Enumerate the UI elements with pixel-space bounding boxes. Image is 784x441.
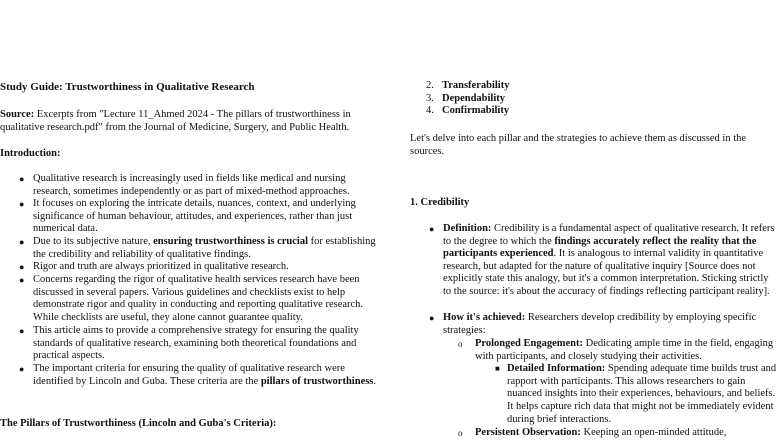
bullet-icon: ●: [19, 262, 25, 272]
list-item: ● This article aims to provide a comprehensive strategy for ensuring the quality standards of qualitative research, examining both theoretical foundations and practical aspects.: [19, 325, 359, 362]
square-bullet-icon: ■: [495, 364, 500, 374]
list-item: o Prolonged Engagement: Dedicating ample time in the field, engaging with participants, and closely studying their activities.: [458, 338, 774, 362]
bullet-icon: ●: [19, 237, 25, 247]
bullet-icon: ●: [19, 174, 25, 184]
introduction-list: [19, 173, 381, 388]
list-item: ● The important criteria for ensuring the quality of qualitative research were identified by Lincoln and Guba. These criteria are the pillars of trustworthiness.: [19, 363, 377, 387]
source-paragraph: [0, 109, 384, 134]
credibility-list: [429, 223, 777, 440]
strategies-list: [443, 338, 777, 440]
list-item: ● Qualitative research is increasingly used in fields like medical and nursing research, sometimes independently or as part of mixed-method approaches.: [19, 173, 350, 197]
bullet-icon: ●: [19, 275, 25, 285]
list-item: 2. Transferability: [426, 80, 510, 91]
list-item: ■ Detailed Information: Spending adequate time builds trust and rapport with participants. This allows researchers to gain nuanced insights into their experiences, behaviours, and beliefs. It helps capture rich data that might not be immediately evident during brief interactions.: [495, 363, 777, 425]
list-item: [475, 363, 777, 427]
introduction-heading: Introduction:: [0, 148, 61, 159]
list-item: ● Definition: Credibility is a fundamental aspect of qualitative research. It refers to the degree to which the findings accurately reflect the reality that the participants experienced. It is analogous to internal validity in quantitative research, but adapted for the nature of qualitative inquiry [Source does not explicitly state this analogy, but it's a common interpretation. Sticking strictly to the source: it's about the accuracy of findings reflecting participant reality].: [429, 223, 775, 297]
list-item: ● Rigor and truth are always prioritized in qualitative research.: [19, 261, 289, 272]
list-item: ● Due to its subjective nature, ensuring trustworthiness is crucial for establishing the credibility and reliability of qualitative findings.: [19, 236, 376, 260]
page-title: Study Guide: Trustworthiness in Qualitative Research: [0, 81, 255, 93]
circle-bullet-icon: o: [458, 339, 463, 350]
credibility-heading: 1. Credibility: [410, 197, 470, 208]
list-item: ● It focuses on exploring the intricate details, nuances, context, and underlying significance of human behaviour, attitudes, and experiences, rather than just numerical data.: [19, 198, 356, 235]
list-item: ● Concerns regarding the rigor of qualitative health services research have been discussed in several papers. Various guidelines and checklists exist to help demonstrate rigor and quality in conducting and reporting qualitative research. While checklists are useful, they alone cannot guarantee quality.: [19, 274, 364, 323]
bullet-icon: ●: [19, 326, 25, 336]
circle-bullet-icon: o: [458, 428, 463, 439]
pillars-intro-paragraph: Let's delve into each pillar and the strategies to achieve them as discussed in the sources.: [410, 133, 747, 157]
list-item: o Persistent Observation: Keeping an open-minded attitude,: [458, 427, 727, 439]
pillars-heading: The Pillars of Trustworthiness (Lincoln and Guba's Criteria):: [0, 418, 277, 429]
bullet-icon: ●: [429, 313, 435, 323]
source-text: Excerpts from "Lecture 11_Ahmed 2024 - The pillars of trustworthiness in qualitative research.pdf" from the Journal of Medicine, Surgery, and Public Health.: [0, 109, 351, 133]
bullet-icon: ●: [429, 224, 435, 234]
list-item: 4. Confirmability: [426, 105, 510, 117]
list-item: ● How it's achieved: Researchers develop credibility by employing specific strategies: o Prolonged Engagement: Dedicating ample time in the field, engaging with participants, and closely studying their activities. ■ Detailed Information: Spending adequate time builds trust and rapport with participants. This allows researchers to gain nuanced insights into their experiences, behaviours, and beliefs. It helps capture rich data that might not be immediately evident during brief interactions. o Persistent Observation: Keeping an open-minded attitude,: [429, 312, 777, 439]
details-list: [475, 363, 778, 427]
source-label: Source:: [0, 109, 35, 120]
list-item: 3. Dependability: [426, 92, 506, 104]
pillars-list: [426, 80, 509, 118]
bullet-icon: ●: [19, 199, 25, 209]
bullet-icon: ●: [19, 364, 25, 374]
